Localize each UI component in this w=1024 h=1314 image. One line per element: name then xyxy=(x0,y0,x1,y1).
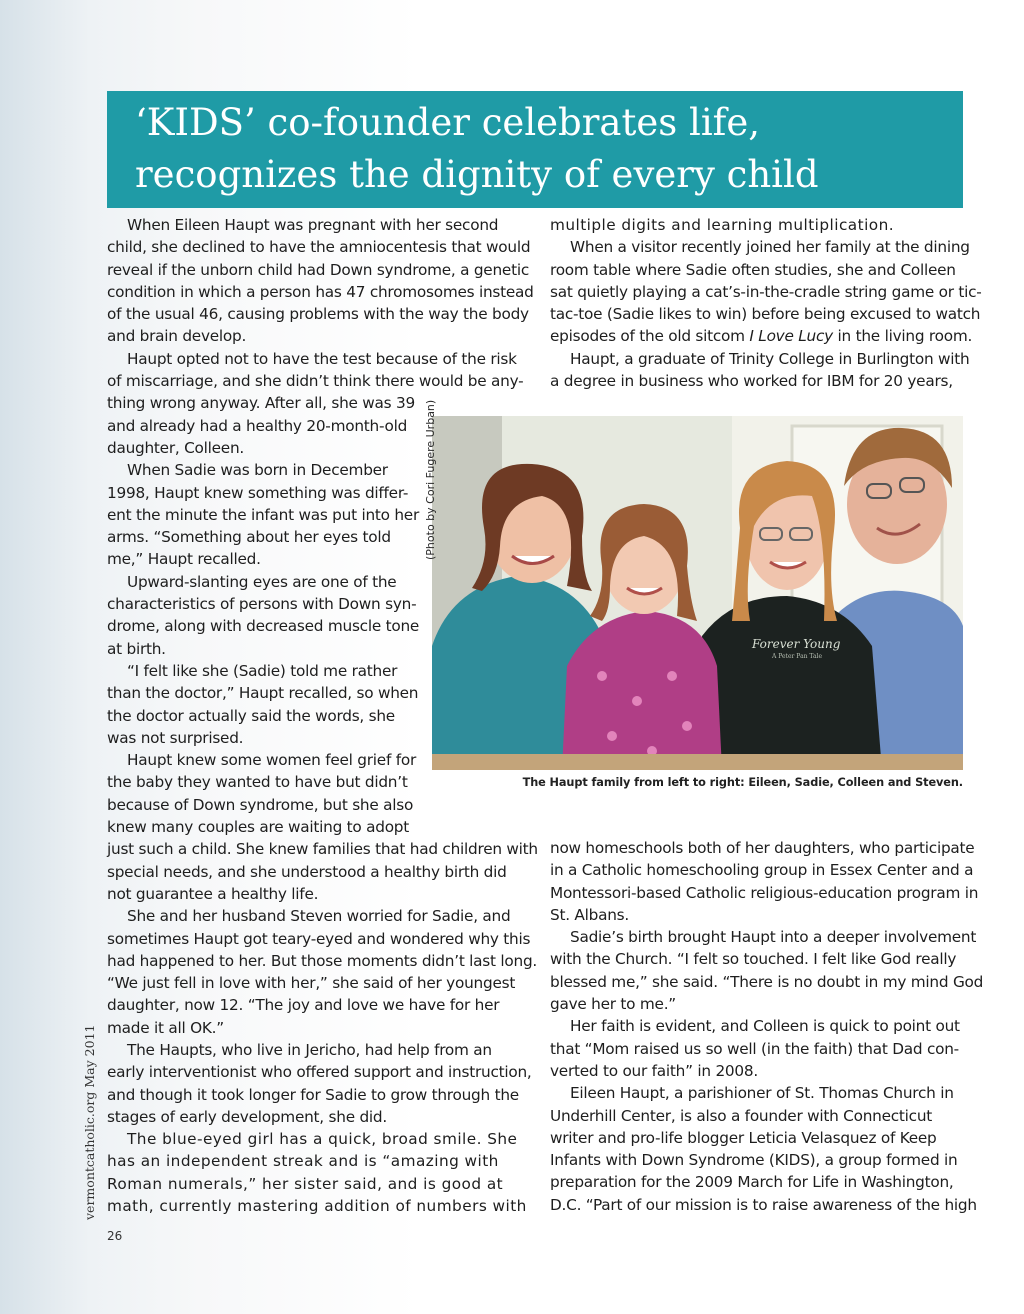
text-line: child, she declined to have the amniocentesis that would xyxy=(107,238,531,257)
text-line: math, currently mastering addition of numbers with xyxy=(107,1197,527,1216)
text-line: When a visitor recently joined her family at the dining xyxy=(570,238,970,257)
text-line: arms. “Something about her eyes told xyxy=(107,528,391,547)
text-line: Roman numerals,” her sister said, and is good at xyxy=(107,1174,504,1193)
text-line: When Eileen Haupt was pregnant with her second xyxy=(127,216,499,234)
page-number: 26 xyxy=(107,1229,123,1243)
text-line: made it all OK.” xyxy=(107,1018,224,1037)
text-line: not guarantee a healthy life. xyxy=(107,884,319,903)
text-line: “We just fell in love with her,” she said of her youngest xyxy=(107,974,516,993)
show-title: I Love Lucy xyxy=(749,327,833,346)
text-line: room table where Sadie often studies, she and Colleen xyxy=(550,260,956,279)
headline-line-1: ‘KIDS’ co-founder celebrates life, xyxy=(135,101,761,144)
text-line: stages of early development, she did. xyxy=(107,1107,387,1126)
text-line: and brain develop. xyxy=(107,327,247,346)
text-line: Sadie’s birth brought Haupt into a deeper involvement xyxy=(570,928,977,947)
text-line: tac-toe (Sadie likes to win) before being excused to watch xyxy=(550,305,981,324)
text-line: condition in which a person has 47 chromosomes instead xyxy=(107,282,534,301)
text-line: writer and pro-life blogger Leticia Velasquez of Keep xyxy=(550,1128,937,1147)
family-photo-illustration xyxy=(432,416,963,770)
text-fragment: episodes of the old sitcom xyxy=(550,327,750,346)
text-line: sat quietly playing a cat’s-in-the-cradle string game or tic- xyxy=(550,282,982,301)
text-line: the doctor actually said the words, she xyxy=(107,706,395,725)
text-line: the baby they wanted to have but didn’t xyxy=(107,773,408,792)
text-line: with the Church. “I felt so touched. I felt like God really xyxy=(550,950,957,969)
right-column-top xyxy=(550,214,982,392)
headline-banner xyxy=(107,91,963,208)
text-line: reveal if the unborn child had Down syndrome, a genetic xyxy=(107,260,529,279)
text-line: St. Albans. xyxy=(550,905,630,924)
text-line: has an independent streak and is “amazing with xyxy=(107,1152,499,1171)
text-line: 1998, Haupt knew something was differ- xyxy=(107,483,409,502)
text-line: When Sadie was born in December xyxy=(127,461,388,480)
text-line: ent the minute the infant was put into her xyxy=(107,505,420,524)
text-line: was not surprised. xyxy=(107,728,244,747)
text-line: Infants with Down Syndrome (KIDS), a group formed in xyxy=(550,1151,958,1170)
text-line: Eileen Haupt, a parishioner of St. Thomas Church in xyxy=(570,1084,954,1103)
text-line: sometimes Haupt got teary-eyed and wondered why this xyxy=(107,929,531,948)
text-line: me,” Haupt recalled. xyxy=(107,550,261,569)
text-line: D.C. “Part of our mission is to raise awareness of the high xyxy=(550,1195,977,1214)
shirt-text-1: Forever Young xyxy=(752,637,841,651)
text-line: at birth. xyxy=(107,639,166,658)
text-line: and already had a healthy 20-month-old xyxy=(107,416,408,435)
text-line: Haupt, a graduate of Trinity College in Burlington with xyxy=(570,349,970,368)
text-line: of the usual 46, causing problems with the way the body xyxy=(107,305,529,324)
text-fragment: in the living room. xyxy=(832,327,973,346)
text-line: drome, along with decreased muscle tone xyxy=(107,617,420,636)
text-line: special needs, and she understood a healthy birth did xyxy=(107,862,507,881)
text-line: Haupt opted not to have the test because of the risk xyxy=(127,349,517,368)
photo-caption: The Haupt family from left to right: Eileen, Sadie, Colleen and Steven. xyxy=(522,776,963,789)
text-line: characteristics of persons with Down syn- xyxy=(107,595,417,614)
text-line: verted to our faith” in 2008. xyxy=(550,1061,758,1080)
text-line: The Haupts, who live in Jericho, had help from an xyxy=(127,1040,492,1059)
family-photo xyxy=(432,416,963,770)
text-line: just such a child. She knew families that had children with xyxy=(107,840,538,859)
photo-credit-text: (Photo by Cori Fugere Urban) xyxy=(424,399,437,560)
text-line: Upward-slanting eyes are one of the xyxy=(127,572,397,591)
right-column-bottom xyxy=(550,837,984,1216)
magazine-issue-label: vermontcatholic.org May 2011 xyxy=(82,1024,97,1220)
text-line: and though it took longer for Sadie to grow through the xyxy=(107,1085,519,1104)
text-line: daughter, now 12. “The joy and love we have for her xyxy=(107,996,500,1015)
text-line: She and her husband Steven worried for Sadie, and xyxy=(127,907,511,926)
text-line: “I felt like she (Sadie) told me rather xyxy=(127,661,398,680)
text-line: multiple digits and learning multiplication. xyxy=(550,216,895,234)
headline-line-2: recognizes the dignity of every child xyxy=(135,153,819,196)
shirt-text-2: A Peter Pan Tale xyxy=(772,653,822,660)
text-line: daughter, Colleen. xyxy=(107,438,245,457)
text-line xyxy=(550,325,973,347)
text-line: Underhill Center, is also a founder with Connecticut xyxy=(550,1106,933,1125)
text-line: had happened to her. But those moments didn’t last long. xyxy=(107,951,538,970)
text-line: preparation for the 2009 March for Life in Washington, xyxy=(550,1173,954,1192)
text-line: early interventionist who offered support and instruction, xyxy=(107,1063,532,1082)
text-line: Montessori-based Catholic religious-education program in xyxy=(550,883,979,902)
text-line: gave her to me.” xyxy=(550,995,676,1014)
text-line: now homeschools both of her daughters, who participate xyxy=(550,839,975,857)
text-line: that “Mom raised us so well (in the faith) that Dad con- xyxy=(550,1039,959,1058)
text-line: in a Catholic homeschooling group in Essex Center and a xyxy=(550,861,974,880)
text-line: of miscarriage, and she didn’t think there would be any- xyxy=(107,372,524,391)
text-line: because of Down syndrome, but she also xyxy=(107,795,414,814)
text-line: Haupt knew some women feel grief for xyxy=(127,751,416,770)
text-line: than the doctor,” Haupt recalled, so when xyxy=(107,684,419,703)
text-line: thing wrong anyway. After all, she was 39 xyxy=(107,394,415,413)
text-line: knew many couples are waiting to adopt xyxy=(107,818,410,837)
text-line: Her faith is evident, and Colleen is quick to point out xyxy=(570,1017,960,1036)
text-line: The blue-eyed girl has a quick, broad smile. She xyxy=(127,1130,518,1149)
text-line: blessed me,” she said. “There is no doubt in my mind God xyxy=(550,972,984,991)
text-line: a degree in business who worked for IBM for 20 years, xyxy=(550,372,953,391)
